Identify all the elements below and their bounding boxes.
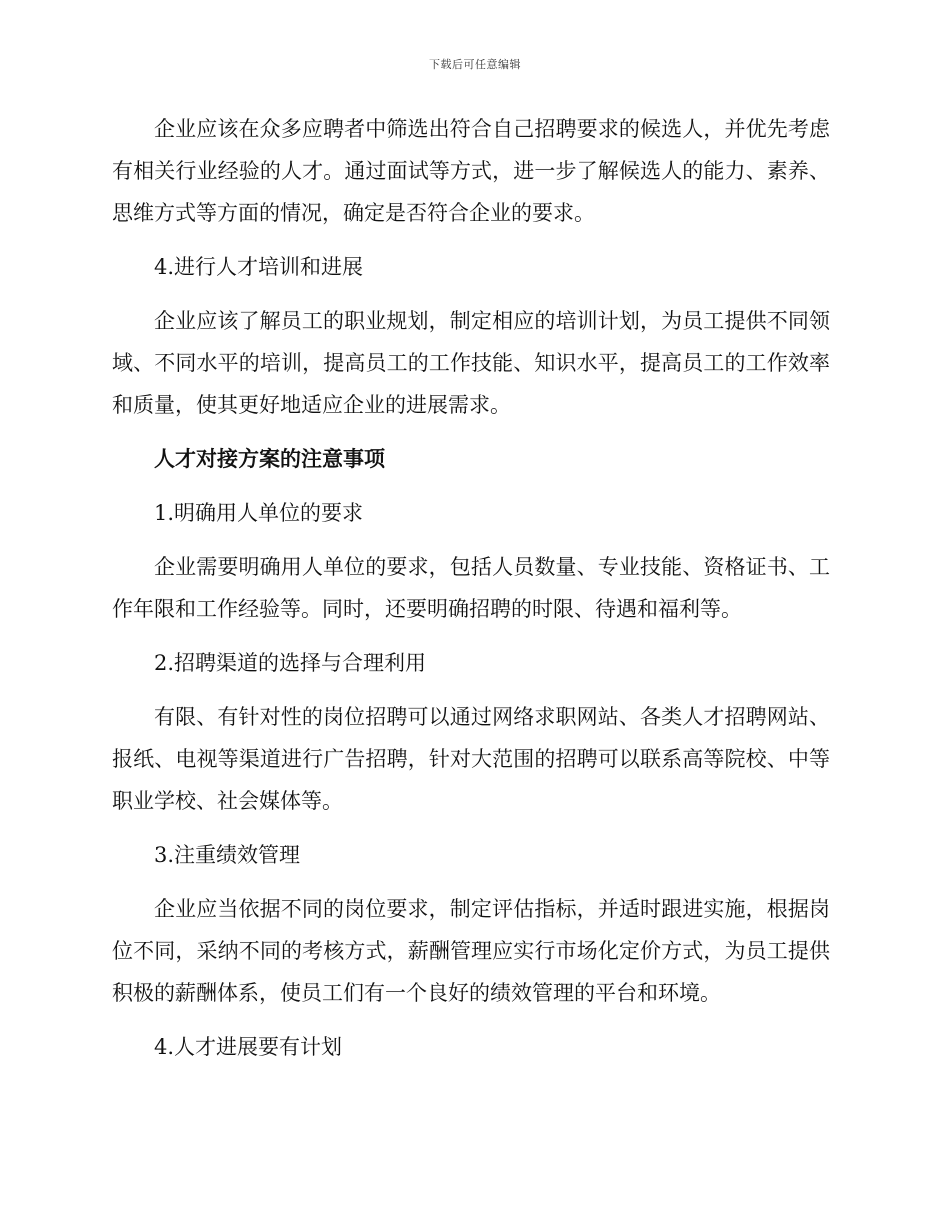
item-recruitment-channels: 2.招聘渠道的选择与合理利用 [154, 651, 427, 675]
paragraph-training-plan: 企业应该了解员工的职业规划，制定相应的培训计划，为员工提供不同领域、不同水平的培训，提高员工的工作技能、知识水平，提高员工的工作效率和质量，使其更好地适应企业的进展需求。 [112, 309, 830, 417]
section-heading-notes: 人才对接方案的注意事项 [154, 446, 385, 471]
page-header: 下载后可任意编辑 [429, 58, 521, 71]
paragraph-performance-management: 企业应当依据不同的岗位要求，制定评估指标，并适时跟进实施，根据岗位不同，采纳不同的考核方式，薪酬管理应实行市场化定价方式，为员工提供积极的薪酬体系，使员工们有一个良好的绩效管理的平台和环境。 [112, 897, 830, 1005]
paragraph-recruitment-channels: 有限、有针对性的岗位招聘可以通过网络求职网站、各类人才招聘网站、报纸、电视等渠道进行广告招聘，针对大范围的招聘可以联系高等院校、中等职业学校、社会媒体等。 [112, 705, 830, 813]
item-employer-requirements: 1.明确用人单位的要求 [154, 501, 364, 525]
paragraph-employer-requirements: 企业需要明确用人单位的要求，包括人员数量、专业技能、资格证书、工作年限和工作经验等。同时，还要明确招聘的时限、待遇和福利等。 [112, 555, 830, 621]
paragraph-candidate-screening: 企业应该在众多应聘者中筛选出符合自己招聘要求的候选人，并优先考虑有相关行业经验的人才。通过面试等方式，进一步了解候选人的能力、素养、思维方式等方面的情况，确定是否符合企业的要求。 [112, 117, 830, 225]
item-talent-training: 4.进行人才培训和进展 [154, 255, 364, 279]
document-body [112, 108, 830, 1080]
item-performance-management: 3.注重绩效管理 [154, 843, 301, 867]
item-talent-development-plan: 4.人才进展要有计划 [154, 1035, 343, 1059]
